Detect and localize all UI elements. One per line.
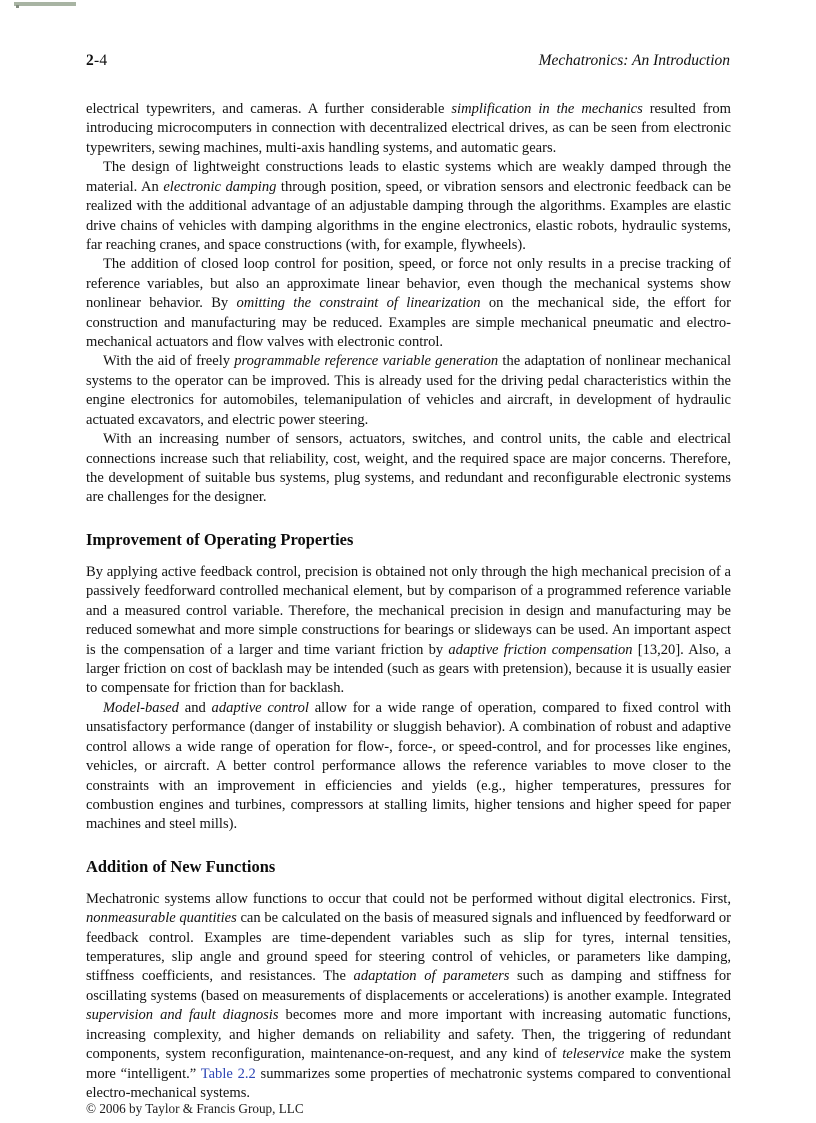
- emphasis-nonmeasurable-quantities: nonmeasurable quantities: [86, 910, 237, 927]
- page-folio: [86, 52, 107, 70]
- spacer-before-heading-2: [86, 835, 731, 857]
- paragraph-1: electrical typewriters, and cameras. A further considerable simplification in the mechanics resulted from introducing microcomputers in connection with decentralized electrical drives, as can be seen from electronic typewriters, sewing machines, multi-axis handling systems, and automatic gears.: [86, 101, 731, 156]
- paragraph-2: The design of lightweight constructions leads to elastic systems which are weakly damped through the material. An electronic damping through position, speed, or vibration sensors and electronic feedback can be realized with the additional advantage of an adjustable damping through the algorithms. Examples are elastic drive chains of vehicles with damping algorithms in the engine electronics, elastic robots, hydraulic systems, far reaching cranes, and space constructions (with, for example, flywheels).: [86, 159, 731, 253]
- scan-artifact-bar: [14, 2, 76, 6]
- copyright-footer: © 2006 by Taylor & Francis Group, LLC: [86, 1101, 304, 1116]
- emphasis-adaptive-control: adaptive control: [211, 699, 309, 716]
- paragraph-8: Mechatronic systems allow functions to occur that could not be performed without digital electronics. First, nonmeasurable quantities can be calculated on the basis of measured signals and influenced by feedforward or feedback control. Examples are time-dependent variables such as slip for tyres, internal tensities, temperatures, slip angle and ground speed for steering control of vehicles, or parameters like damping, stiffness coefficients, and resistances. The adaptation of parameters such as damping and stiffness for oscillating systems (based on measurements of displacements or accelerations) is another example. Integrated supervision and fault diagnosis becomes more and more important with increasing automatic functions, increasing complexity, and higher demands on reliability and safety. Then, the triggering of redundant components, system reconfiguration, maintenance-on-request, and any kind of teleservice make the system more “intelligent.” Table 2.2 summarizes some properties of mechatronic systems compared to conventional electro-mechanical systems.: [86, 890, 732, 1101]
- section-heading-addition-of-new-functions: Addition of New Functions: [86, 856, 276, 876]
- text-column: [86, 100, 731, 1103]
- folio-separator: -: [93, 52, 100, 69]
- emphasis-adaptation-of-parameters: adaptation of parameters: [353, 968, 510, 985]
- spacer-after-heading-2: [86, 877, 731, 890]
- spacer-after-heading-1: [86, 550, 731, 563]
- folio-chapter-number: 2: [86, 52, 94, 69]
- table-2-2-link[interactable]: Table 2.2: [200, 1065, 256, 1082]
- emphasis-teleservice: teleservice: [562, 1046, 625, 1063]
- emphasis-electronic-damping: electronic damping: [163, 178, 277, 195]
- emphasis-programmable-reference: programmable reference variable generation: [234, 353, 499, 370]
- emphasis-omitting-constraint: omitting the constraint of linearization: [236, 295, 481, 312]
- paragraph-5: With an increasing number of sensors, actuators, switches, and control units, the cable and electrical connections increase such that reliability, cost, weight, and the required space are major concerns. Therefore, the development of suitable bus systems, plug systems, and redundant and reconfigurable electronic systems are challenges for the designer.: [86, 431, 731, 506]
- emphasis-simplification: simplification in the mechanics: [451, 101, 643, 117]
- paragraph-7: Model-based and adaptive control allow for a wide range of operation, compared to fixed control with unsatisfactory performance (danger of instability or sluggish behavior). A combination of robust and adaptive control allows a wide range of operation for flow-, force-, or speed-control, and for processes like engines, vehicles, or aircraft. A better control performance allows the reference variables to move closer to the constraints with an improvement in efficiencies and yields (e.g., higher temperatures, pressures for combustion engines and turbines, compressors at stalling limits, higher tensions and higher speed for paper machines and steel mills).: [86, 699, 731, 833]
- paragraph-6: By applying active feedback control, precision is obtained not only through the high mechanical precision of a passively feedforward controlled mechanical element, but by comparison of a programmed reference variable and a measured control variable. Therefore, the mechanical precision in design and manufacturing may be reduced somewhat and more simple constructions for bearings or slideways can be used. An important aspect is the compensation of a larger and time variant friction by adaptive friction compensation [13,20]. Also, a larger friction on cost of backlash may be intended (such as gears with pretension), because it is usually easier to compensate for friction than for backlash.: [86, 563, 731, 697]
- scan-artifact-dot: [16, 5, 19, 8]
- emphasis-model-based: Model-based: [103, 699, 179, 716]
- book-title: Mechatronics: An Introduction: [538, 52, 730, 69]
- spacer-before-heading-1: [86, 508, 731, 530]
- section-heading-improvement-of-operating-properties: Improvement of Operating Properties: [86, 529, 354, 549]
- emphasis-supervision-fault-diagnosis: supervision and fault diagnosis: [86, 1007, 279, 1024]
- emphasis-adaptive-friction: adaptive friction compensation: [448, 641, 633, 658]
- paragraph-4: With the aid of freely programmable reference variable generation the adaptation of nonlinear mechanical systems to the operator can be improved. This is already used for the driving pedal characteristics within the engine electronics for automobiles, telemanipulation of vehicles and aircraft, in development of hydraulic actuated excavators, and electric power steering.: [86, 353, 731, 428]
- running-head: [86, 52, 730, 76]
- folio-page-number: 4: [99, 52, 108, 69]
- paragraph-3: The addition of closed loop control for position, speed, or force not only results in a precise tracking of reference variables, but also an approximate linear behavior, even though the mechanical systems show nonlinear behavior. By omitting the constraint of linearization on the mechanical side, the effort for construction and manufacturing may be reduced. Examples are simple mechanical pneumatic and electro-mechanical actuators and flow valves with electronic control.: [86, 256, 731, 351]
